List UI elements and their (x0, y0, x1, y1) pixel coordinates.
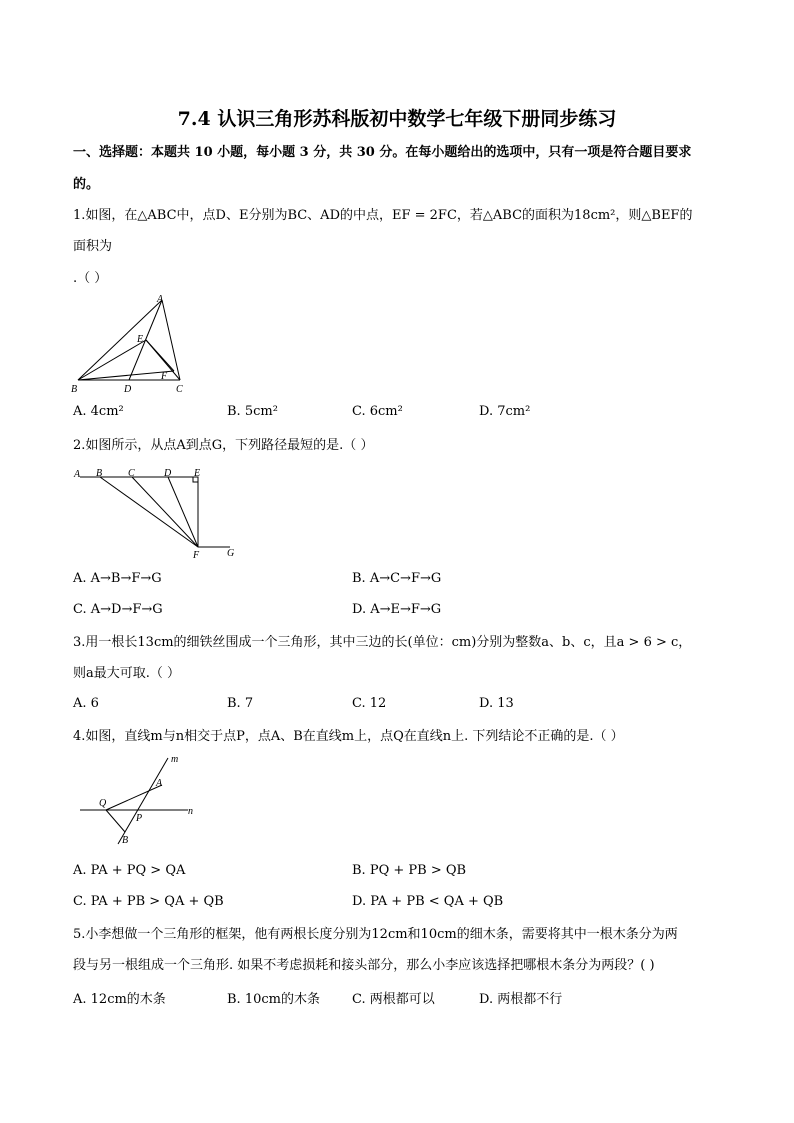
q5-stem-line2: 段与另一根组成一个三角形. 如果不考虑损耗和接头部分，那么小李应该选择把哪根木条分为两段？( ) (73, 958, 655, 973)
q3-option-d[interactable]: D. 13 (479, 696, 514, 711)
q4-label-n: n (188, 806, 193, 817)
q2-label-d: D (164, 468, 172, 479)
q1-stem-line3: .（ ） (73, 271, 108, 286)
q1-triangle-figure (66, 292, 196, 400)
q2-option-a[interactable]: A. A→B→F→G (73, 571, 162, 586)
q4-lines-figure (70, 752, 200, 852)
section-heading-line1: 一、选择题：本题共 10 小题，每小题 3 分，共 30 分。在每小题给出的选项中，只有一项是符合题目要求 (73, 145, 692, 160)
q1-label-e: E (137, 334, 144, 345)
q4-option-a[interactable]: A. PA + PQ > QA (73, 863, 186, 878)
q2-label-f: F (193, 550, 200, 561)
q3-option-c[interactable]: C. 12 (352, 696, 387, 711)
q2-stem-line1: 2.如图所示，从点A到点G，下列路径最短的是.（ ） (73, 438, 374, 453)
q1-stem-line2: 面积为 (73, 239, 113, 254)
q1-label-d: D (124, 384, 132, 395)
q3-option-a[interactable]: A. 6 (73, 696, 99, 711)
q4-label-p: P (136, 813, 143, 824)
q3-stem-line2: 则a最大可取.（ ） (73, 666, 181, 681)
q5-option-d[interactable]: D. 两根都不行 (479, 992, 563, 1007)
q1-option-b[interactable]: B. 5cm² (227, 404, 278, 419)
q1-option-d[interactable]: D. 7cm² (479, 404, 531, 419)
q2-label-c: C (128, 468, 135, 479)
q5-option-c[interactable]: C. 两根都可以 (352, 992, 435, 1007)
q5-stem-line1: 5.小李想做一个三角形的框架，他有两根长度分别为12cm和10cm的细木条，需要将其中一根木条分为两 (73, 927, 678, 942)
q1-label-b: B (71, 384, 78, 395)
q4-label-b: B (122, 835, 129, 846)
q5-option-b[interactable]: B. 10cm的木条 (227, 992, 320, 1007)
q2-label-a: A (74, 469, 81, 480)
q4-label-q: Q (99, 798, 107, 809)
q3-option-b[interactable]: B. 7 (227, 696, 254, 711)
q4-label-a: A (156, 778, 163, 789)
q2-label-b: B (96, 468, 103, 479)
q4-option-d[interactable]: D. PA + PB < QA + QB (352, 894, 504, 909)
section-heading-line2: 的。 (73, 177, 100, 192)
q2-option-d[interactable]: D. A→E→F→G (352, 602, 442, 617)
q2-path-figure (70, 463, 240, 561)
page-title: 7.4 认识三角形苏科版初中数学七年级下册同步练习 (177, 108, 617, 130)
q1-stem-line1: 1.如图，在△ABC中，点D、E分别为BC、AD的中点，EF = 2FC，若△ABC的面积为18cm²，则△BEF的 (73, 208, 693, 223)
q4-stem-line1: 4.如图，直线m与n相交于点P，点A、B在直线m上，点Q在直线n上. 下列结论不正确的是.（ ） (73, 729, 624, 744)
q1-label-a: A (157, 294, 164, 305)
q1-label-c: C (176, 384, 183, 395)
q2-label-g: G (227, 548, 235, 559)
q2-option-b[interactable]: B. A→C→F→G (352, 571, 442, 586)
q2-option-c[interactable]: C. A→D→F→G (73, 602, 163, 617)
q1-option-c[interactable]: C. 6cm² (352, 404, 403, 419)
q1-label-f: F (161, 371, 168, 382)
q3-stem-line1: 3.用一根长13cm的细铁丝围成一个三角形，其中三边的长(单位：cm)分别为整数a、b、c，且a > 6 > c， (73, 635, 692, 650)
q2-label-e: E (194, 468, 201, 479)
q1-option-a[interactable]: A. 4cm² (73, 404, 124, 419)
q4-option-c[interactable]: C. PA + PB > QA + QB (73, 894, 224, 909)
q5-option-a[interactable]: A. 12cm的木条 (73, 992, 166, 1007)
q4-label-m: m (171, 754, 179, 765)
q4-option-b[interactable]: B. PQ + PB > QB (352, 863, 467, 878)
